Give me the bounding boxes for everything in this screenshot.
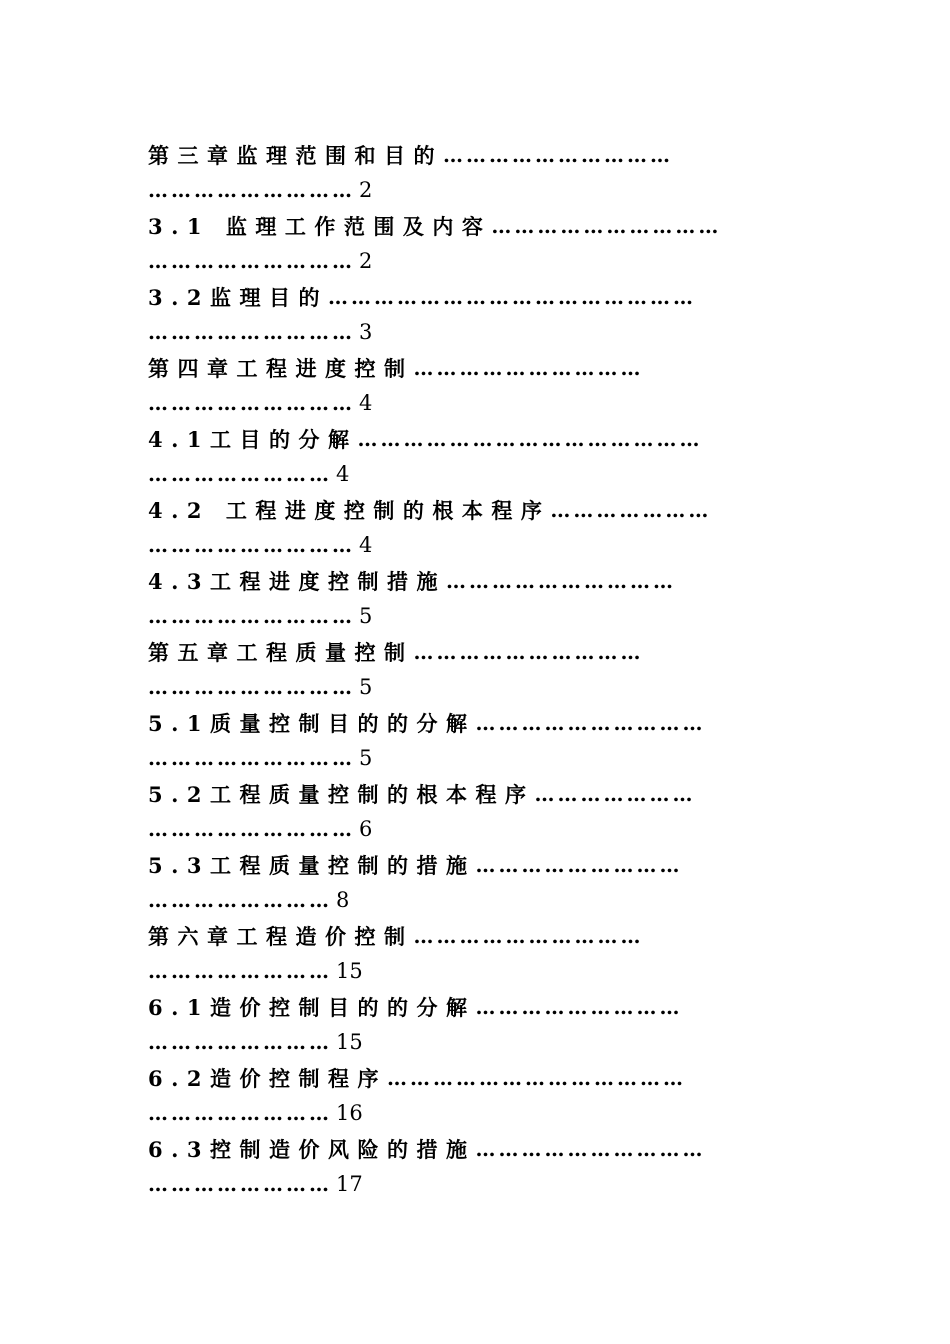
toc-entry-5-1[interactable] xyxy=(148,705,810,776)
toc-page-number: 16 xyxy=(336,1101,363,1126)
toc-entry-chapter-6[interactable] xyxy=(148,918,810,989)
toc-leader-dots: ………………………… xyxy=(413,923,644,948)
toc-leader-dots: …………………… xyxy=(148,1030,332,1055)
toc-entry-title: 第六章工程造价控制 xyxy=(148,923,414,949)
toc-entry-4-2[interactable] xyxy=(148,492,810,563)
toc-entry-chapter-5[interactable] xyxy=(148,634,810,705)
toc-leader-dots: …………………… xyxy=(148,462,332,487)
toc-page-number: 15 xyxy=(336,1030,363,1055)
toc-leader-dots: ……………………… xyxy=(148,746,355,771)
toc-entry-3-1[interactable] xyxy=(148,208,810,279)
toc-leader-dots: ………………………… xyxy=(475,1136,706,1161)
toc-leader-dots: ……………………………………… xyxy=(357,426,703,451)
toc-leader-dots: ……………………… xyxy=(148,249,355,274)
toc-leader-dots: ………………………… xyxy=(475,710,706,735)
toc-entry-6-1[interactable] xyxy=(148,989,810,1060)
toc-entry-title: 6.2造价控制程序 xyxy=(148,1065,388,1091)
toc-page-number: 5 xyxy=(359,675,373,700)
toc-page-number: 2 xyxy=(359,178,373,203)
toc-page-number: 4 xyxy=(359,391,373,416)
toc-leader-dots: …………………… xyxy=(148,1101,332,1126)
toc-leader-dots: ………………………… xyxy=(413,639,644,664)
toc-page-number: 4 xyxy=(336,462,350,487)
toc-entry-title: 5.2工程质量控制的根本程序 xyxy=(148,781,535,807)
toc-entry-title: 5.1质量控制目的的分解 xyxy=(148,710,476,736)
toc-leader-dots: ……………………… xyxy=(148,178,355,203)
toc-page-number: 5 xyxy=(359,604,373,629)
toc-leader-dots: ………………………… xyxy=(443,142,673,167)
toc-page-number: 3 xyxy=(359,320,373,345)
toc-entry-chapter-4[interactable] xyxy=(148,350,810,421)
toc-entry-3-2[interactable] xyxy=(148,279,810,350)
toc-leader-dots: ………………………………… xyxy=(387,1065,687,1090)
toc-entry-5-2[interactable] xyxy=(148,776,810,847)
toc-leader-dots: ……………………… xyxy=(148,604,355,629)
toc-page-number: 15 xyxy=(336,959,363,984)
table-of-contents xyxy=(148,137,810,1202)
toc-entry-title: 第五章工程质量控制 xyxy=(148,639,414,665)
toc-entry-6-2[interactable] xyxy=(148,1060,810,1131)
toc-leader-dots: ………………………………………… xyxy=(328,284,697,309)
toc-leader-dots: ………………… xyxy=(534,781,696,806)
toc-entry-title: 第三章监理范围和目的 xyxy=(148,142,443,168)
toc-entry-title: 4.2 工程进度控制的根本程序 xyxy=(148,497,551,523)
toc-entry-6-3[interactable] xyxy=(148,1131,810,1202)
toc-entry-4-1[interactable] xyxy=(148,421,810,492)
toc-leader-dots: ……………………… xyxy=(148,391,355,416)
toc-page-number: 5 xyxy=(359,746,373,771)
toc-entry-title: 4.3工程进度控制措施 xyxy=(148,568,447,594)
toc-entry-title: 4.1工目的分解 xyxy=(148,426,358,452)
toc-leader-dots: …………………… xyxy=(148,888,332,913)
toc-leader-dots: ……………………… xyxy=(148,817,355,842)
toc-leader-dots: ………………… xyxy=(550,497,712,522)
toc-entry-title: 3.2监理目的 xyxy=(148,284,329,310)
toc-entry-title: 6.1造价控制目的的分解 xyxy=(148,994,476,1020)
toc-page-number: 17 xyxy=(336,1172,363,1197)
toc-entry-title: 6.3控制造价风险的措施 xyxy=(148,1136,476,1162)
toc-entry-4-3[interactable] xyxy=(148,563,810,634)
toc-page-number: 4 xyxy=(359,533,373,558)
toc-leader-dots: ……………………… xyxy=(148,675,355,700)
toc-leader-dots: …………………… xyxy=(148,1172,332,1197)
toc-leader-dots: ………………………… xyxy=(446,568,677,593)
toc-leader-dots: ………………………… xyxy=(413,355,644,380)
toc-entry-title: 3.1 监理工作范围及内容 xyxy=(148,213,492,239)
toc-leader-dots: ……………………… xyxy=(475,852,683,877)
toc-page-number: 2 xyxy=(359,249,373,274)
toc-leader-dots: ……………………… xyxy=(148,533,355,558)
toc-entry-5-3[interactable] xyxy=(148,847,810,918)
toc-leader-dots: ……………………… xyxy=(475,994,683,1019)
toc-entry-title: 5.3工程质量控制的措施 xyxy=(148,852,476,878)
toc-leader-dots: ………………………… xyxy=(491,213,722,238)
toc-leader-dots: ……………………… xyxy=(148,320,355,345)
toc-page-number: 6 xyxy=(359,817,373,842)
toc-page-number: 8 xyxy=(336,888,350,913)
toc-entry-chapter-3[interactable] xyxy=(148,137,810,208)
toc-leader-dots: …………………… xyxy=(148,959,332,984)
toc-entry-title: 第四章工程进度控制 xyxy=(148,355,414,381)
